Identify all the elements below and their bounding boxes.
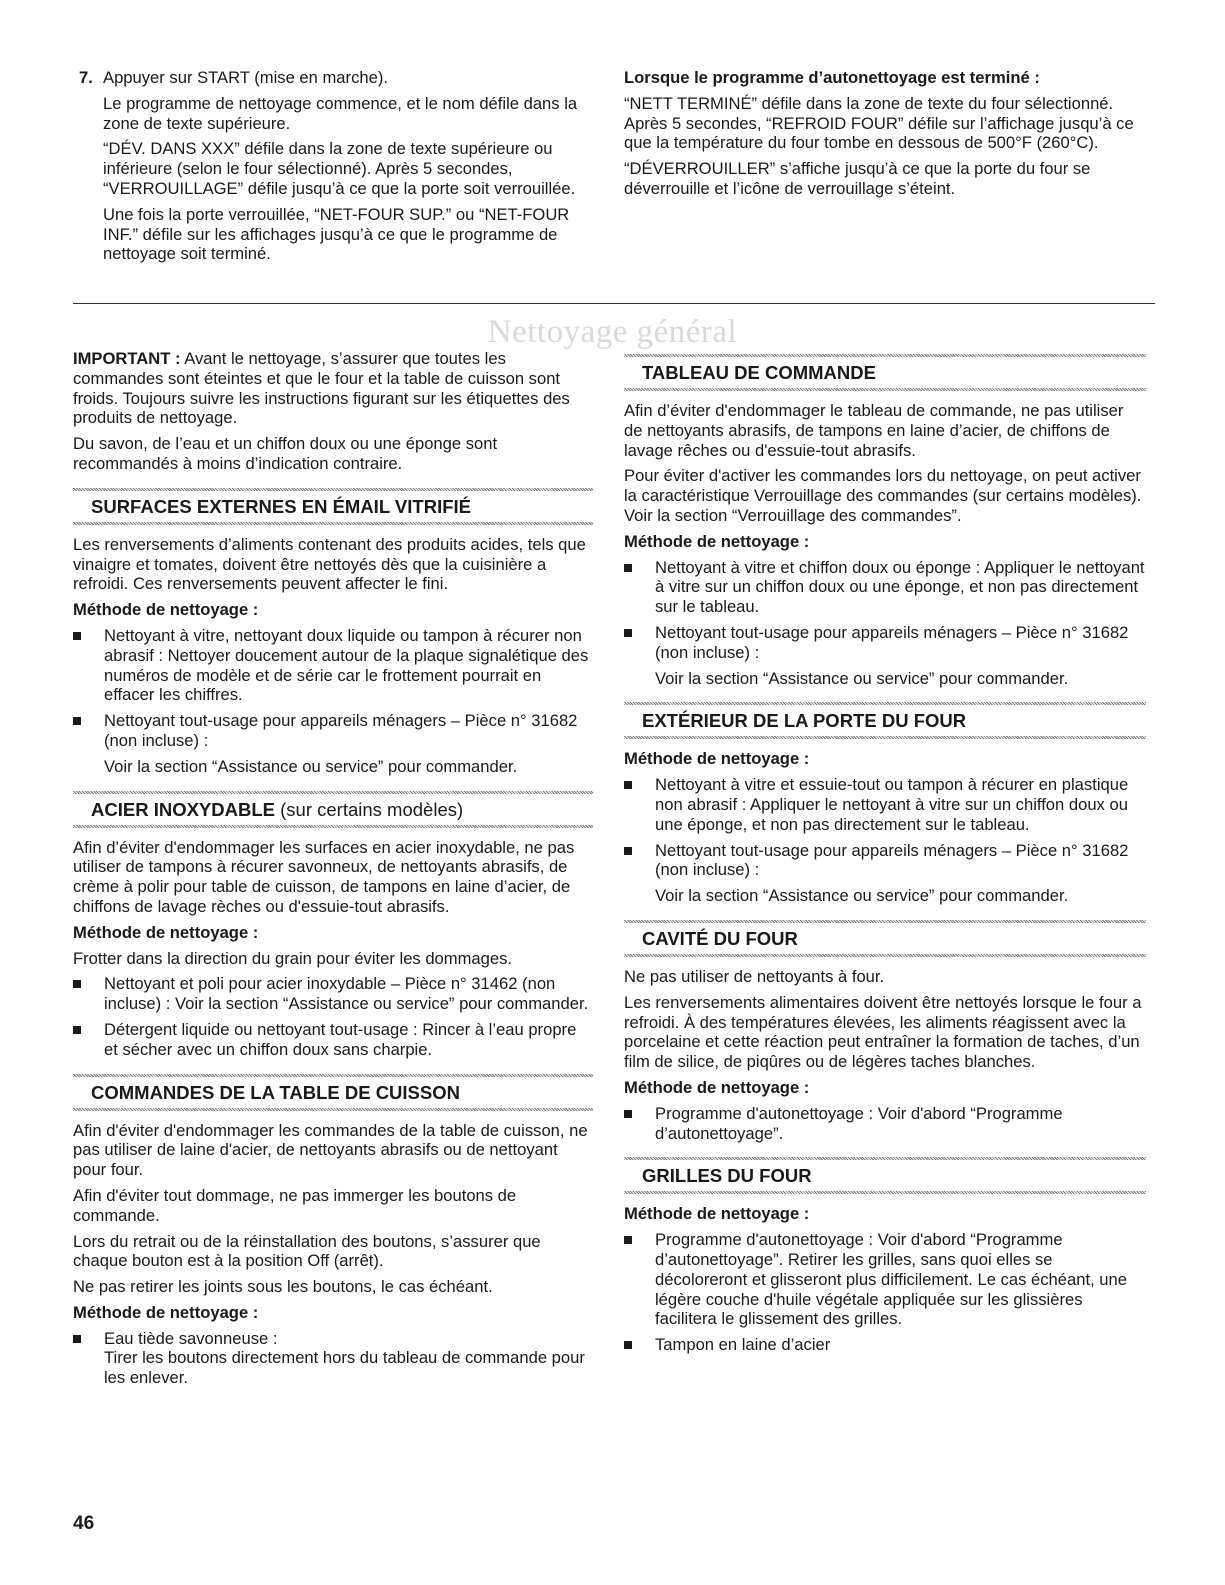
list-item-text: Programme d'autonettoyage : Voir d'abord “Programme d’autonettoyage”. xyxy=(655,1103,1063,1143)
list-item xyxy=(73,974,593,1014)
email-text: Les renversements d’aliments contenant des produits acides, tels que vinaigre et tomates, doivent être nettoyés dès que la cuisinière a refroidi. Ces renversements peuvent affecter le fini. xyxy=(73,534,586,594)
list-item-text: Tampon en laine d’acier xyxy=(655,1335,831,1355)
bullet-icon xyxy=(73,717,81,725)
list-item-text: Nettoyant à vitre, nettoyant doux liquide ou tampon à récurer non abrasif : Nettoyer doucement autour de la plaque signalétique des numéros de modèle et de série car le frottement pourrait en effacer les chiffres. xyxy=(104,625,589,705)
bullet-icon xyxy=(624,1236,632,1244)
list-item-text: Programme d'autonettoyage : Voir d'abord “Programme d’autonettoyage”. Retirer les grilles, sans quoi elles se décoloreront et glisseront plus difficilement. Le cas échéant, une légère couche d'huile végétale appliquée sur les glissières facilitera le glissement des grilles. xyxy=(655,1230,1127,1329)
important-label: IMPORTANT : xyxy=(73,349,181,368)
heading-cavite: CAVITÉ DU FOUR xyxy=(624,920,1146,957)
heading-acier xyxy=(73,791,593,828)
cavite-p1: Ne pas utiliser de nettoyants à four. xyxy=(624,966,885,986)
list-item-text: Nettoyant tout-usage pour appareils ménagers – Pièce n° 31682 (non incluse) : xyxy=(655,622,1129,662)
commandes-p4: Ne pas retirer les joints sous les boutons, le cas échéant. xyxy=(73,1277,493,1297)
list-item-text: Nettoyant à vitre et essuie-tout ou tampon à récurer en plastique non abrasif : Appliquer le nettoyant à vitre sur un chiffon doux ou une éponge, et non pas directement sur le tableau. xyxy=(655,775,1129,834)
page-number: 46 xyxy=(73,1513,95,1534)
list-item-text: Nettoyant et poli pour acier inoxydable – Pièce n° 31462 (non incluse) : Voir la section “Assistance ou service” pour commander. xyxy=(104,974,589,1014)
bullet-icon xyxy=(624,629,632,637)
heading-email: SURFACES EXTERNES EN ÉMAIL VITRIFIÉ xyxy=(73,488,593,525)
commandes-p3: Lors du retrait ou de la réinstallation des boutons, s’assurer que chaque bouton est à la position Off (arrêt). xyxy=(73,1231,541,1271)
heading-grilles: GRILLES DU FOUR xyxy=(624,1157,1146,1194)
list-item-text: Nettoyant tout-usage pour appareils ménagers – Pièce n° 31682 (non incluse) : xyxy=(104,711,578,750)
cavite-method: Méthode de nettoyage : xyxy=(624,1077,810,1097)
step-paragraph: Le programme de nettoyage commence, et le nom défile dans la zone de texte supérieure. xyxy=(103,93,578,133)
list-item-text: Tirer les boutons directement hors du tableau de commande pour les enlever. xyxy=(104,1348,585,1388)
heading-commandes: COMMANDES DE LA TABLE DE CUISSON xyxy=(73,1074,593,1111)
important-note xyxy=(73,349,593,428)
step-paragraph: Une fois la porte verrouillée, “NET-FOUR SUP.” ou “NET-FOUR INF.” défile sur les affichages jusqu’à ce que le programme de nettoyage soit terminé. xyxy=(103,204,570,264)
email-method: Méthode de nettoyage : xyxy=(73,600,259,620)
step-title: Appuyer sur START (mise en marche). xyxy=(103,68,388,87)
bullet-icon xyxy=(624,847,632,855)
list-item-note: Voir la section “Assistance ou service” pour commander. xyxy=(655,886,1069,906)
step-7 xyxy=(73,68,583,264)
bullet-icon xyxy=(624,781,632,789)
commandes-method: Méthode de nettoyage : xyxy=(73,1302,259,1322)
bullet-icon xyxy=(624,564,632,572)
list-item xyxy=(73,626,593,705)
bullet-icon xyxy=(73,980,81,988)
list-item xyxy=(624,1230,1146,1329)
list-item-text: Nettoyant tout-usage pour appareils ménagers – Pièce n° 31682 (non incluse) : xyxy=(655,840,1129,880)
step-paragraph: “DÉV. DANS XXX” défile dans la zone de texte supérieure ou inférieure (selon le four sélectionné). Après 5 secondes, “VERROUILLAGE” défile jusqu’à ce que la porte soit verrouillée. xyxy=(103,139,576,198)
acier-text: Afin d’éviter d'endommager les surfaces en acier inoxydable, ne pas utiliser de tampons à récurer savonneux, de nettoyants abrasifs, de crème à polir pour table de cuisson, de tampons en laine d’acier, de chiffons de lavage rèches ou d'essuie-tout abrasifs. xyxy=(73,837,575,916)
list-item xyxy=(624,841,1146,881)
grilles-method: Méthode de nettoyage : xyxy=(624,1204,810,1224)
important-text: Avant le nettoyage, s’assurer que toutes les commandes sont éteintes et que le four et la table de cuisson sont froids. Toujours suivre les instructions figurant sur les étiquettes des produits de nettoyage. xyxy=(73,349,570,428)
intro-paragraph: Du savon, de l’eau et un chiffon doux ou une éponge sont recommandés à moins d’indication contraire. xyxy=(73,434,498,473)
bullet-icon xyxy=(624,1341,632,1349)
horizontal-divider xyxy=(73,303,1155,304)
porte-method: Méthode de nettoyage : xyxy=(624,749,810,769)
bullet-icon xyxy=(73,632,81,640)
step-number: 7. xyxy=(79,68,93,87)
completion-paragraph: “NETT TERMINÉ” défile dans la zone de texte du four sélectionné. Après 5 secondes, “REFROID FOUR” défile sur l’affichage jusqu’à ce que la température du four tombe en dessous de 500°F (260°C). xyxy=(624,93,1134,153)
list-item xyxy=(73,711,593,751)
bullet-icon xyxy=(73,1026,81,1034)
list-item-text: Nettoyant à vitre et chiffon doux ou éponge : Appliquer le nettoyant à vitre sur un chiffon doux ou une éponge, et non pas directement sur le tableau. xyxy=(655,557,1145,617)
list-item xyxy=(624,775,1146,834)
right-column xyxy=(624,346,1146,1361)
left-column xyxy=(73,349,593,1394)
tableau-p1: Afin d’éviter d'endommager le tableau de commande, ne pas utiliser de nettoyants abrasifs, de tampons en laine d’acier, de chiffons de lavage rêches ou d'essuie-tout abrasifs. xyxy=(624,401,1124,460)
heading-porte: EXTÉRIEUR DE LA PORTE DU FOUR xyxy=(624,702,1146,739)
list-item xyxy=(624,558,1146,617)
bullet-icon xyxy=(73,1335,81,1343)
acier-method-text: Frotter dans la direction du grain pour éviter les dommages. xyxy=(73,948,513,968)
list-item xyxy=(73,1329,593,1388)
cavite-p2: Les renversements alimentaires doivent être nettoyés lorsque le four a refroidi. À des températures élevées, les aliments réagissent avec la porcelaine et cette réaction peut entraîner la formation de taches, d’un film de silice, de piqûres ou de légères taches blanches. xyxy=(624,992,1142,1072)
completion-heading: Lorsque le programme d’autonettoyage est terminé : xyxy=(624,68,1040,87)
tableau-method: Méthode de nettoyage : xyxy=(624,531,810,551)
list-item xyxy=(624,1335,1146,1355)
list-item-note: Voir la section “Assistance ou service” pour commander. xyxy=(104,756,518,776)
acier-method: Méthode de nettoyage : xyxy=(73,922,259,942)
list-item xyxy=(624,1104,1146,1144)
commandes-p2: Afin d'éviter tout dommage, ne pas immerger les boutons de commande. xyxy=(73,1185,517,1225)
list-item xyxy=(73,1020,593,1060)
heading-acier-suffix: (sur certains modèles) xyxy=(275,798,464,820)
tableau-p2: Pour éviter d'activer les commandes lors du nettoyage, on peut activer la caractéristique Verrouillage des commandes (sur certains modèles). Voir la section “Verrouillage des commandes”. xyxy=(624,466,1142,525)
top-right-column xyxy=(624,68,1144,205)
list-item-note: Voir la section “Assistance ou service” pour commander. xyxy=(655,668,1069,688)
section-title: Nettoyage général xyxy=(487,314,738,350)
list-item-text: Détergent liquide ou nettoyant tout-usage : Rincer à l’eau propre et sécher avec un chiffon doux sans charpie. xyxy=(104,1019,577,1059)
heading-acier-main: ACIER INOXYDABLE xyxy=(91,798,275,820)
list-item xyxy=(624,623,1146,663)
commandes-p1: Afin d'éviter d'endommager les commandes de la table de cuisson, ne pas utiliser de laine d'acier, de nettoyants abrasifs ou de nettoyant pour four. xyxy=(73,1120,588,1180)
top-left-column xyxy=(73,68,583,270)
list-item-title: Eau tiède savonneuse : xyxy=(104,1328,278,1348)
heading-tableau: TABLEAU DE COMMANDE xyxy=(624,354,1146,391)
completion-paragraph: “DÉVERROUILLER” s’affiche jusqu’à ce que la porte du four se déverrouille et l’icône de verrouillage s’éteint. xyxy=(624,159,1091,198)
bullet-icon xyxy=(624,1110,632,1118)
